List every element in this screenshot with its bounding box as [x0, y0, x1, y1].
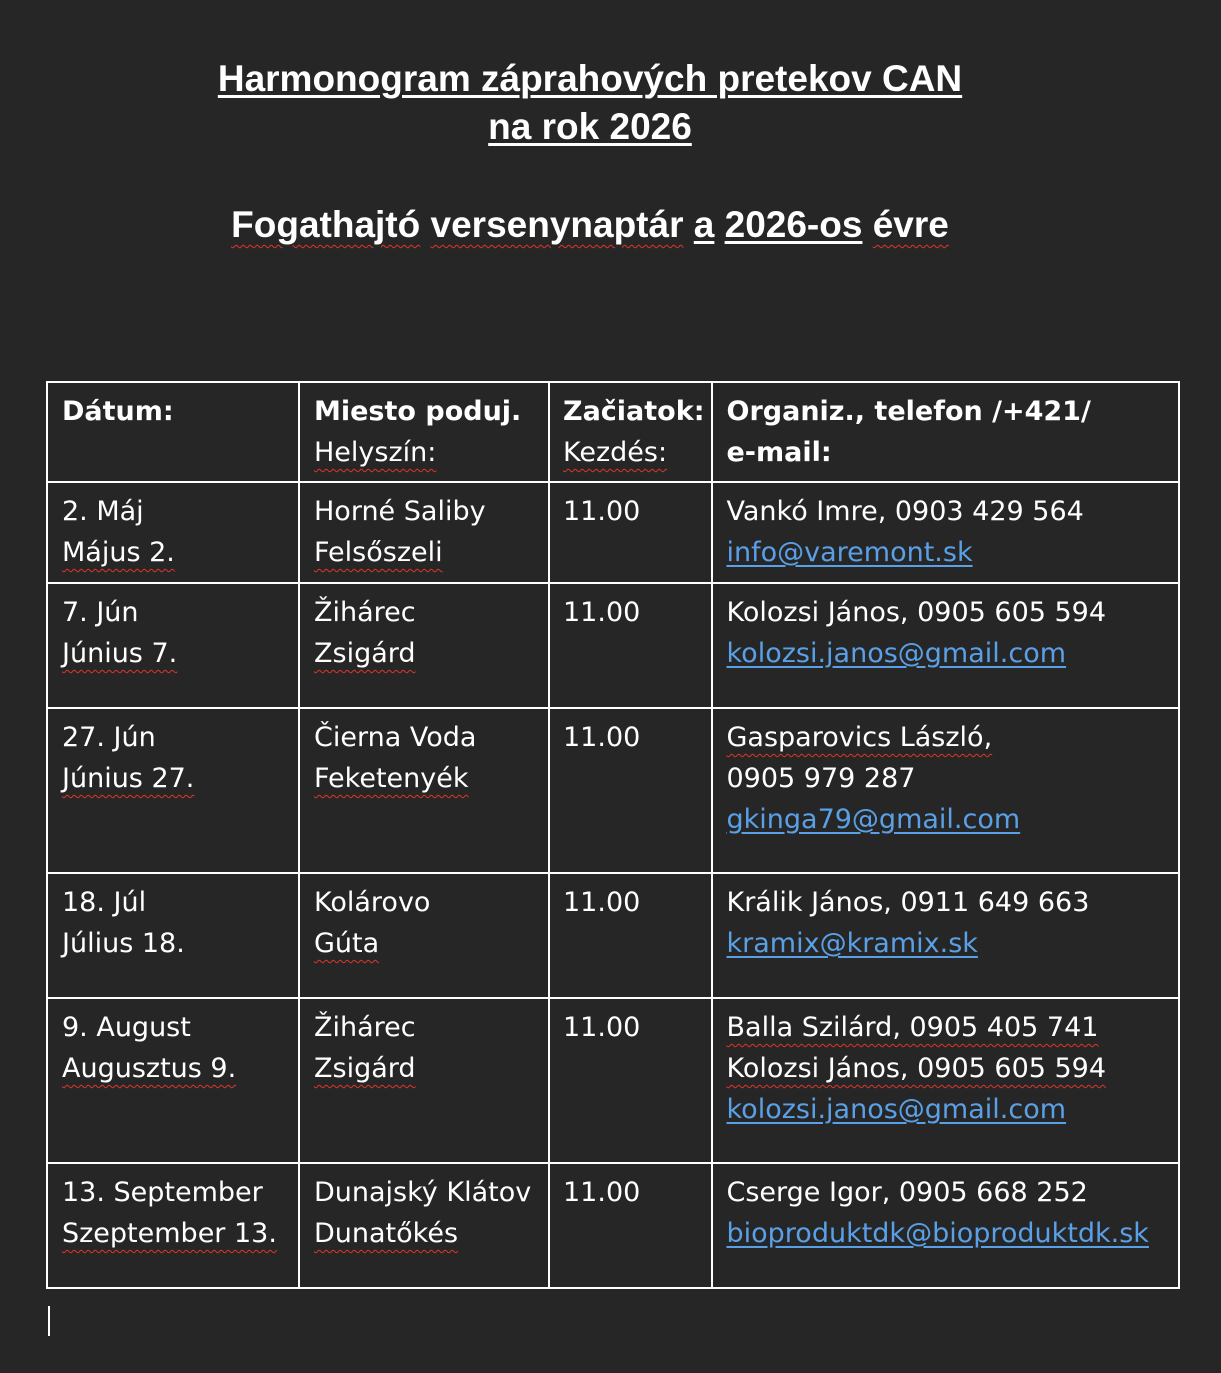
header-place[interactable]: Miesto poduj. Helyszín:: [299, 382, 549, 482]
cell-place[interactable]: Dunajský Klátov Dunatőkés: [299, 1163, 549, 1288]
cell-organizer[interactable]: Cserge Igor, 0905 668 252 bioproduktdk@bioproduktdk.sk: [712, 1163, 1180, 1288]
subtitle-word: évre: [872, 204, 949, 245]
cell-place[interactable]: Kolárovo Gúta: [299, 873, 549, 998]
email-link[interactable]: bioproduktdk@bioproduktdk.sk: [726, 1218, 1149, 1249]
schedule-table: [46, 381, 1180, 1289]
cell-start[interactable]: 11.00: [549, 873, 712, 998]
cell-date[interactable]: 2. Máj Május 2.: [47, 482, 299, 583]
table-row: [47, 482, 1179, 583]
cell-date[interactable]: 27. Jún Június 27.: [47, 708, 299, 873]
email-link[interactable]: kramix@kramix.sk: [726, 928, 978, 959]
cell-start[interactable]: 11.00: [549, 482, 712, 583]
header-date[interactable]: Dátum:: [47, 382, 299, 482]
email-link[interactable]: kolozsi.janos@gmail.com: [726, 1094, 1067, 1125]
header-organizer[interactable]: Organiz., telefon /+421/ e-mail:: [712, 382, 1180, 482]
email-link[interactable]: info@varemont.sk: [726, 537, 973, 568]
table-header-row: [47, 382, 1179, 482]
table-row: [47, 873, 1179, 998]
cell-date[interactable]: 18. Júl Július 18.: [47, 873, 299, 998]
cell-start[interactable]: 11.00: [549, 583, 712, 708]
cell-start[interactable]: 11.00: [549, 1163, 712, 1288]
cell-place[interactable]: Žihárec Zsigárd: [299, 583, 549, 708]
cell-date[interactable]: 7. Jún Június 7.: [47, 583, 299, 708]
cell-organizer[interactable]: Kolozsi János, 0905 605 594 kolozsi.janos@gmail.com: [712, 583, 1180, 708]
subtitle-word: a: [693, 204, 715, 245]
document-subtitle-hungarian: [0, 202, 1180, 248]
email-link[interactable]: gkinga79@gmail.com: [726, 804, 1021, 835]
subtitle-word: 2026-os: [724, 204, 863, 245]
cell-date[interactable]: 9. August Augusztus 9.: [47, 998, 299, 1163]
cell-date[interactable]: 13. September Szeptember 13.: [47, 1163, 299, 1288]
document-title-line-2: na rok 2026: [488, 106, 692, 147]
table-row: [47, 1163, 1179, 1288]
cell-place[interactable]: Žihárec Zsigárd: [299, 998, 549, 1163]
subtitle-word: versenynaptár: [430, 204, 684, 245]
subtitle-word: Fogathajtó: [231, 204, 421, 245]
table-row: [47, 998, 1179, 1163]
text-cursor: [48, 1306, 50, 1336]
cell-organizer[interactable]: Balla Szilárd, 0905 405 741 Kolozsi János, 0905 605 594 kolozsi.janos@gmail.com: [712, 998, 1180, 1163]
cell-start[interactable]: 11.00: [549, 708, 712, 873]
cell-organizer[interactable]: Gasparovics László, 0905 979 287 gkinga79@gmail.com: [712, 708, 1180, 873]
table-row: [47, 708, 1179, 873]
cell-organizer[interactable]: Králik János, 0911 649 663 kramix@kramix.sk: [712, 873, 1180, 998]
header-start[interactable]: Začiatok: Kezdés:: [549, 382, 712, 482]
table-row: [47, 583, 1179, 708]
email-link[interactable]: kolozsi.janos@gmail.com: [726, 638, 1067, 669]
cell-place[interactable]: Horné Saliby Felsőszeli: [299, 482, 549, 583]
cell-place[interactable]: Čierna Voda Feketenyék: [299, 708, 549, 873]
document-title-line-1: Harmonogram záprahových pretekov CAN: [217, 58, 963, 99]
cell-start[interactable]: 11.00: [549, 998, 712, 1163]
cell-organizer[interactable]: Vankó Imre, 0903 429 564 info@varemont.sk: [712, 482, 1180, 583]
